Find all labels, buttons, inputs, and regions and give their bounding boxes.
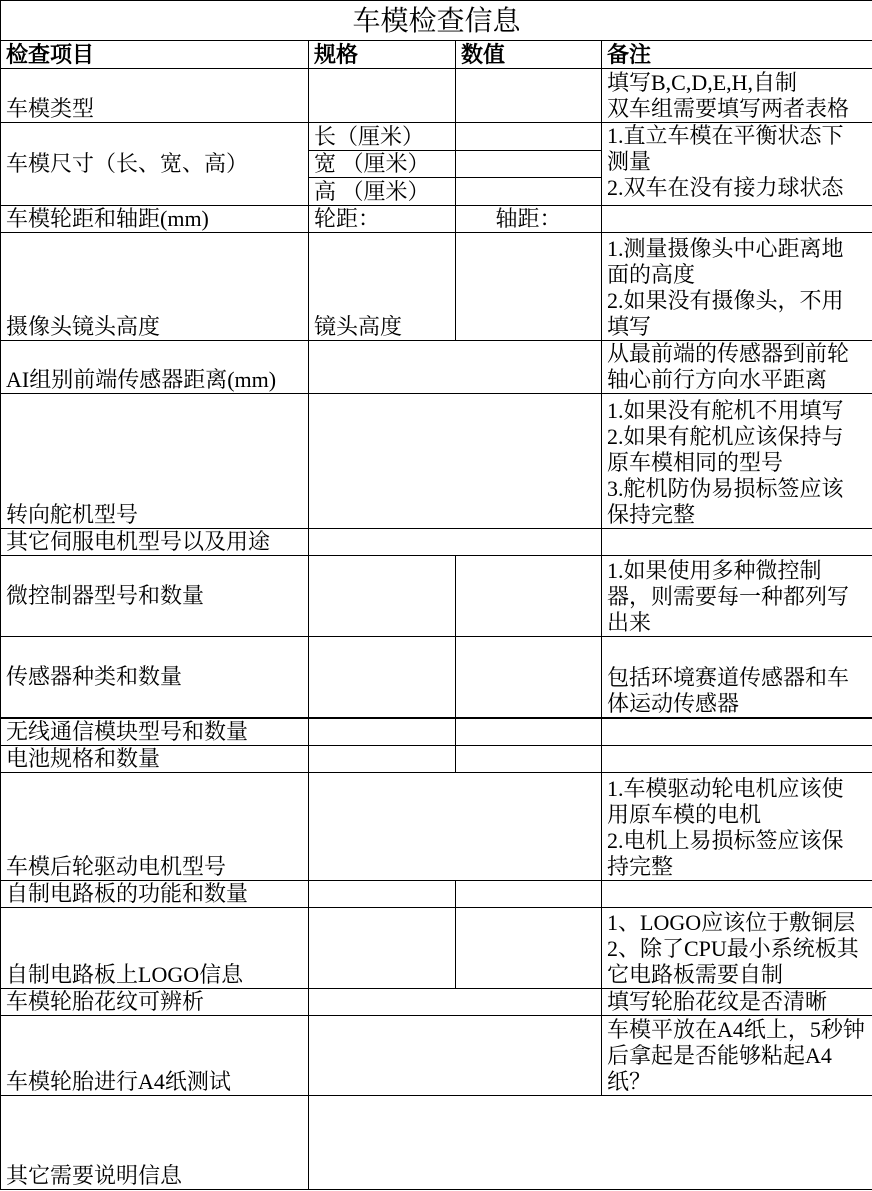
table-row [1, 718, 872, 746]
note-line: 从最前端的传感器到前轮 [607, 341, 850, 366]
table-row [1, 206, 872, 233]
page-title: 车模检查信息 [1, 1, 872, 41]
table-row [1, 881, 872, 908]
notes-cell [602, 529, 872, 556]
entry-field[interactable] [309, 1096, 872, 1190]
item-label: 车模尺寸（长、宽、高） [1, 123, 309, 206]
table-row [1, 556, 872, 637]
table-row [1, 69, 872, 123]
spec-height-label: 高 （厘米） [309, 178, 456, 206]
item-label: 微控制器型号和数量 [1, 556, 309, 637]
note-line: 填写 [607, 314, 652, 339]
table-row [1, 394, 872, 529]
item-label: 车模轮胎花纹可辨析 [1, 989, 309, 1016]
note-line: 2、除了CPU最小系统板其 [607, 936, 859, 961]
notes-cell [602, 1016, 872, 1096]
column-header-item: 检查项目 [1, 41, 309, 69]
note-line: 1.如果没有舵机不用填写 [607, 398, 844, 423]
spec-field[interactable]: 镜头高度 [309, 233, 456, 341]
spec-field[interactable] [309, 556, 456, 637]
note-line: 测量 [607, 149, 652, 174]
note-line: 1、LOGO应该位于敷铜层 [607, 910, 856, 935]
value-field[interactable] [456, 69, 602, 123]
note-line: 轴心前行方向水平距离 [607, 367, 828, 392]
table-row [1, 989, 872, 1016]
entry-field[interactable] [309, 989, 602, 1016]
note-line: 车模平放在A4纸上，5秒钟 [607, 1017, 865, 1042]
note-line: 2.电机上易损标签应该保 [607, 828, 844, 853]
note-line: 出来 [607, 610, 652, 635]
notes-cell [602, 206, 872, 233]
column-header-value: 数值 [456, 41, 602, 69]
notes-cell [602, 637, 872, 718]
item-label: 摄像头镜头高度 [1, 233, 309, 341]
value-field[interactable] [456, 556, 602, 637]
note-line: 2.如果没有摄像头，不用 [607, 288, 844, 313]
table-row [1, 123, 872, 151]
item-label: 无线通信模块型号和数量 [1, 718, 309, 746]
note-line: 面的高度 [607, 262, 696, 287]
entry-field[interactable] [309, 529, 602, 556]
track-width-field[interactable]: 轮距： [309, 206, 456, 233]
item-label: 车模轮胎进行A4纸测试 [1, 1016, 309, 1096]
note-line: 填写轮胎花纹是否清晰 [607, 989, 828, 1014]
note-line: 2.双车在没有接力球状态 [607, 175, 844, 200]
column-header-notes: 备注 [602, 41, 872, 69]
wheelbase-field[interactable]: 轴距： [456, 206, 602, 233]
item-label: 转向舵机型号 [1, 394, 309, 529]
spec-field[interactable] [309, 881, 456, 908]
notes-cell [602, 881, 872, 908]
note-line: 持完整 [607, 854, 674, 879]
entry-field[interactable] [309, 773, 602, 881]
item-label: 电池规格和数量 [1, 746, 309, 773]
note-line: 双车组需要填写两者表格 [607, 96, 850, 121]
table-row [1, 341, 872, 394]
value-field[interactable] [456, 637, 602, 718]
header-row [1, 41, 872, 69]
table-row [1, 773, 872, 881]
value-field-height[interactable] [456, 178, 602, 206]
item-label: 自制电路板的功能和数量 [1, 881, 309, 908]
spec-width-label: 宽 （厘米） [309, 151, 456, 178]
item-label: 其它需要说明信息 [1, 1096, 309, 1190]
notes-cell [602, 556, 872, 637]
note-line: 1.直立车模在平衡状态下 [607, 123, 844, 148]
notes-cell [602, 718, 872, 746]
entry-field[interactable] [309, 341, 602, 394]
table-row [1, 746, 872, 773]
notes-cell [602, 69, 872, 123]
note-line: 3.舵机防伪易损标签应该 [607, 476, 844, 501]
note-line: 包括环境赛道传感器和车 [607, 664, 850, 690]
table-row [1, 1096, 872, 1190]
entry-field[interactable] [309, 394, 602, 529]
item-label: 车模后轮驱动电机型号 [1, 773, 309, 881]
note-line: 1.测量摄像头中心距离地 [607, 236, 844, 261]
note-line: 后拿起是否能够粘起A4 [607, 1043, 832, 1068]
value-field[interactable] [456, 233, 602, 341]
note-line: 用原车模的电机 [607, 802, 762, 827]
notes-cell [602, 746, 872, 773]
note-line: 它电路板需要自制 [607, 962, 784, 987]
item-label: 车模类型 [1, 69, 309, 123]
value-field[interactable] [456, 908, 602, 989]
value-field-length[interactable] [456, 123, 602, 151]
note-line: 1.如果使用多种微控制 [607, 558, 822, 583]
column-header-spec: 规格 [309, 41, 456, 69]
table-row [1, 637, 872, 718]
value-field-width[interactable] [456, 151, 602, 178]
spec-field[interactable] [309, 637, 456, 718]
spec-field[interactable] [309, 908, 456, 989]
spec-field[interactable] [309, 69, 456, 123]
note-line: 体运动传感器 [607, 690, 740, 716]
spec-field[interactable] [309, 718, 456, 746]
item-label: 车模轮距和轴距(mm) [1, 206, 309, 233]
note-line: 填写B,C,D,E,H,自制 [607, 70, 798, 95]
value-field[interactable] [456, 881, 602, 908]
note-line: 纸？ [607, 1069, 652, 1094]
table-row [1, 233, 872, 341]
item-label: AI组别前端传感器距离(mm) [1, 341, 309, 394]
note-line: 1.车模驱动轮电机应该使 [607, 776, 844, 801]
table-row [1, 1016, 872, 1096]
notes-cell [602, 989, 872, 1016]
notes-cell [602, 394, 872, 529]
item-label: 传感器种类和数量 [1, 637, 309, 718]
table-row [1, 529, 872, 556]
note-line: 2.如果有舵机应该保持与 [607, 424, 844, 449]
note-line: 保持完整 [607, 502, 696, 527]
entry-field[interactable] [309, 1016, 602, 1096]
spec-length-label: 长（厘米） [309, 123, 456, 151]
note-line: 器，则需要每一种都列写 [607, 584, 850, 609]
item-label: 自制电路板上LOGO信息 [1, 908, 309, 989]
table-row [1, 908, 872, 989]
notes-cell [602, 908, 872, 989]
notes-cell [602, 233, 872, 341]
note-line: 原车模相同的型号 [607, 450, 784, 475]
value-field[interactable] [456, 746, 602, 773]
value-field[interactable] [456, 718, 602, 746]
spec-field[interactable] [309, 746, 456, 773]
notes-cell [602, 773, 872, 881]
item-label: 其它伺服电机型号以及用途 [1, 529, 309, 556]
notes-cell [602, 123, 872, 206]
notes-cell [602, 341, 872, 394]
